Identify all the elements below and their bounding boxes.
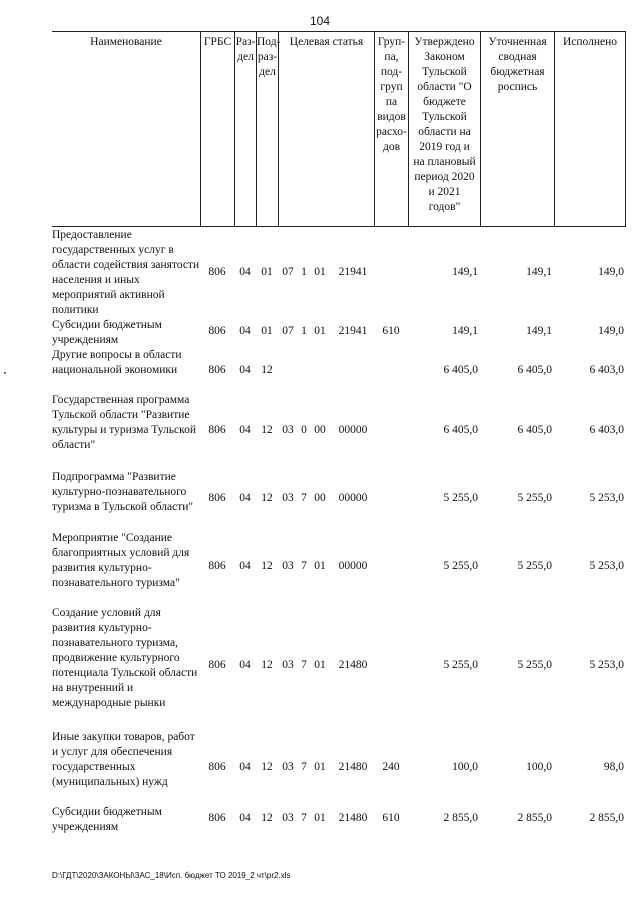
- cell-podrazdel: 12: [261, 812, 273, 824]
- cell-executed: 2 855,0: [589, 812, 624, 824]
- cell-razdel: 04: [239, 560, 251, 572]
- cell-approved: 2 855,0: [443, 812, 478, 824]
- cell-approved: 149,1: [452, 325, 478, 337]
- cell-t4: 21480: [338, 659, 368, 671]
- cell-t2: 7: [301, 812, 307, 824]
- cell-t4: 21941: [338, 266, 368, 278]
- cell-razdel: 04: [239, 266, 251, 278]
- cell-podrazdel: 12: [261, 424, 273, 436]
- cell-t1: 03: [282, 659, 294, 671]
- cell-t2: 1: [301, 325, 307, 337]
- cell-t2: 7: [301, 492, 307, 504]
- cell-refined: 6 405,0: [517, 424, 552, 436]
- cell-t4: 00000: [338, 560, 368, 572]
- cell-group: 610: [382, 325, 400, 337]
- cell-grbs: 806: [208, 659, 226, 671]
- cell-executed: 6 403,0: [589, 364, 624, 376]
- cell-t3: 00: [314, 424, 326, 436]
- header-podrazdel: Под- раз- дел: [256, 32, 278, 226]
- cell-t4: 21941: [338, 325, 368, 337]
- cell-podrazdel: 12: [261, 492, 273, 504]
- cell-t3: 01: [314, 560, 326, 572]
- row-name: Создание условий для развития культурно-познавательного туризма, продвижение культурного потенциала Тульской области на внутренний и международные рынки: [52, 607, 198, 709]
- row-name: Государственная программа Тульской области "Развитие культуры и туризма Тульской области": [52, 394, 196, 451]
- cell-executed: 5 253,0: [589, 659, 624, 671]
- cell-t1: 07: [282, 266, 294, 278]
- cell-refined: 5 255,0: [517, 560, 552, 572]
- cell-podrazdel: 01: [261, 266, 273, 278]
- cell-t1: 03: [282, 761, 294, 773]
- cell-refined: 2 855,0: [517, 812, 552, 824]
- cell-executed: 98,0: [603, 761, 624, 773]
- header-target: Целевая статья: [278, 32, 374, 226]
- header-razdel: Раз- дел: [234, 32, 256, 226]
- row-name: Предоставление государственных услуг в области содействия занятости населения и иных мероприятий активной политики: [52, 229, 200, 316]
- header-approved: Утверждено Законом Тульской области "О бюджете Тульской области на 2019 год и на плановый период 2020 и 2021 годов": [408, 32, 480, 226]
- page-number: 104: [309, 14, 331, 28]
- cell-grbs: 806: [208, 812, 226, 824]
- cell-razdel: 04: [239, 325, 251, 337]
- cell-approved: 5 255,0: [443, 659, 478, 671]
- cell-grbs: 806: [208, 424, 226, 436]
- cell-t3: 01: [314, 325, 326, 337]
- cell-refined: 149,1: [526, 266, 552, 278]
- cell-executed: 149,0: [598, 325, 624, 337]
- cell-t2: 0: [301, 424, 307, 436]
- row-name: Другие вопросы в области национальной экономики: [52, 349, 182, 376]
- cell-t1: 07: [282, 325, 294, 337]
- cell-podrazdel: 12: [261, 659, 273, 671]
- cell-t4: 21480: [338, 761, 368, 773]
- cell-approved: 100,0: [452, 761, 478, 773]
- cell-refined: 100,0: [526, 761, 552, 773]
- cell-group: 240: [382, 761, 400, 773]
- cell-t1: 03: [282, 492, 294, 504]
- cell-razdel: 04: [239, 761, 251, 773]
- footer-file-path: D:\ГДТ\2020\ЗАКОНЫ\ЗАС_18\Исп. бюджет ТО 2019_2 чт\pr2.xls: [52, 871, 291, 880]
- cell-approved: 5 255,0: [443, 492, 478, 504]
- cell-podrazdel: 12: [261, 364, 273, 376]
- cell-grbs: 806: [208, 560, 226, 572]
- cell-approved: 5 255,0: [443, 560, 478, 572]
- cell-executed: 6 403,0: [589, 424, 624, 436]
- cell-t4: 00000: [338, 424, 368, 436]
- cell-refined: 6 405,0: [517, 364, 552, 376]
- cell-podrazdel: 01: [261, 325, 273, 337]
- cell-executed: 5 253,0: [589, 492, 624, 504]
- cell-t2: 7: [301, 659, 307, 671]
- cell-t2: 7: [301, 560, 307, 572]
- cell-t1: 03: [282, 560, 294, 572]
- cell-t4: 21480: [338, 812, 368, 824]
- cell-t3: 01: [314, 812, 326, 824]
- cell-grbs: 806: [208, 325, 226, 337]
- cell-t4: 00000: [338, 492, 368, 504]
- cell-t2: 7: [301, 761, 307, 773]
- header-group: Груп- па, под- груп па видов расхо- дов: [374, 32, 408, 226]
- cell-t3: 00: [314, 492, 326, 504]
- cell-t2: 1: [301, 266, 307, 278]
- cell-refined: 149,1: [526, 325, 552, 337]
- row-name: Иные закупки товаров, работ и услуг для обеспечения государственных (муниципальных) нужд: [52, 731, 195, 788]
- cell-refined: 5 255,0: [517, 492, 552, 504]
- cell-razdel: 04: [239, 364, 251, 376]
- cell-t3: 01: [314, 761, 326, 773]
- cell-podrazdel: 12: [261, 761, 273, 773]
- cell-grbs: 806: [208, 364, 226, 376]
- cell-t3: 01: [314, 266, 326, 278]
- cell-grbs: 806: [208, 492, 226, 504]
- cell-t1: 03: [282, 812, 294, 824]
- cell-approved: 149,1: [452, 266, 478, 278]
- cell-razdel: 04: [239, 812, 251, 824]
- row-name: Субсидии бюджетным учреждениям: [52, 806, 162, 833]
- cell-t3: 01: [314, 659, 326, 671]
- cell-t1: 03: [282, 424, 294, 436]
- row-name: Мероприятие "Создание благоприятных условий для развития культурно-познавательного туризма": [52, 532, 190, 589]
- cell-razdel: 04: [239, 492, 251, 504]
- row-name: Субсидии бюджетным учреждениям: [52, 319, 162, 346]
- header-executed: Исполнено: [554, 32, 626, 226]
- table-header: [52, 31, 626, 227]
- cell-group: 610: [382, 812, 400, 824]
- cell-refined: 5 255,0: [517, 659, 552, 671]
- cell-executed: 149,0: [598, 266, 624, 278]
- cell-approved: 6 405,0: [443, 424, 478, 436]
- header-name: Наименование: [90, 36, 162, 48]
- header-grbs: ГРБС: [200, 32, 234, 226]
- cell-grbs: 806: [208, 761, 226, 773]
- cell-podrazdel: 12: [261, 560, 273, 572]
- row-name: Подпрограмма "Развитие культурно-познавательного туризма в Тульской области": [52, 471, 194, 513]
- cell-grbs: 806: [208, 266, 226, 278]
- cell-razdel: 04: [239, 659, 251, 671]
- header-refined: Уточненная сводная бюджетная роспись: [480, 32, 554, 226]
- cell-razdel: 04: [239, 424, 251, 436]
- cell-executed: 5 253,0: [589, 560, 624, 572]
- cell-approved: 6 405,0: [443, 364, 478, 376]
- margin-mark: [4, 372, 6, 374]
